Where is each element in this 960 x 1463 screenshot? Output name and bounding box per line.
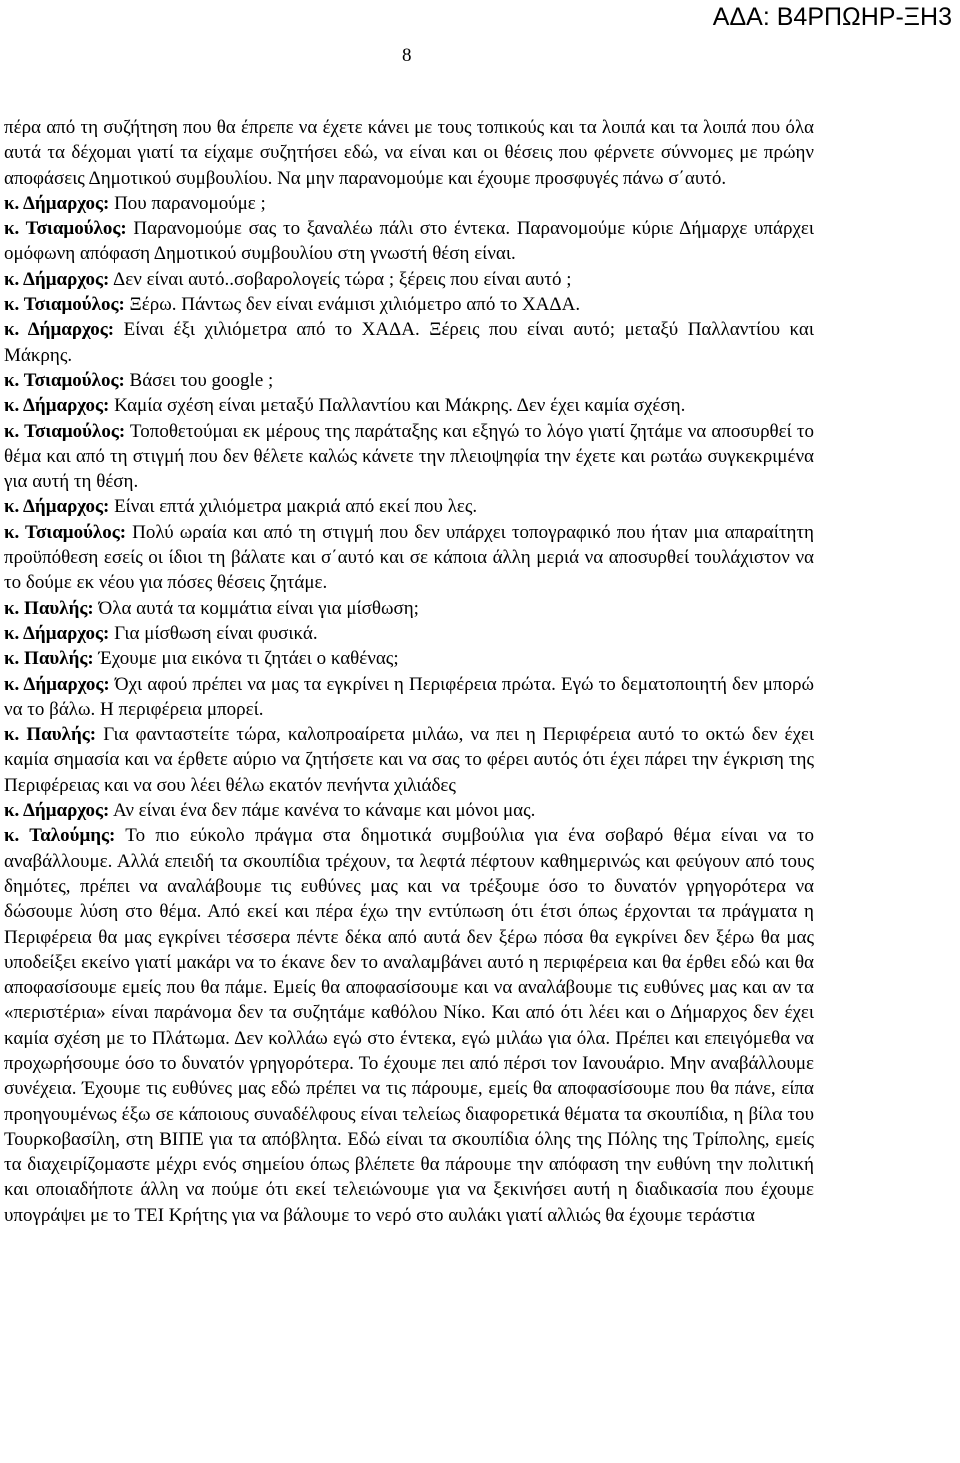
paragraph [4, 267, 814, 292]
paragraph-text: Για μίσθωση είναι φυσικά. [109, 622, 318, 644]
speaker-label: κ. Δήμαρχος: [4, 800, 110, 822]
paragraph [4, 292, 814, 317]
paragraph-text: Καμία σχέση είναι μεταξύ Παλλαντίου και Μάκρης. Δεν έχει καμία σχέση. [109, 395, 686, 417]
paragraph [4, 520, 814, 596]
paragraph-text: Τοποθετούμαι εκ μέρους της παράταξης και εξηγώ το λόγο γιατί ζητάμε να αποσυρθεί το θέμα και από τη στιγμή που δεν θέλετε καλώς κάνετε την πλειοψηφία την έχετε και ρωτάω συγκεκριμένα για αυτή τη θέση. [4, 420, 814, 493]
paragraph [4, 646, 814, 671]
paragraph-text: Είναι επτά χιλιόμετρα μακριά από εκεί που λες. [109, 496, 478, 518]
paragraph [4, 823, 814, 1228]
paragraph [4, 621, 814, 646]
paragraph-text: πέρα από τη συζήτηση που θα έπρεπε να έχετε κάνει με τους τοπικούς και τα λοιπά και τα λοιπά που όλα αυτά τα δέχομαι γιατί τα είχαμε συζητήσει εδώ, να είναι και οι θέσεις που φέρνετε σύννομες με πρώην αποφάσεις Δημοτικού συμβουλίου. Να μην παρανομούμε και έχουμε προσφυγές πάνω σ΄αυτό. [4, 117, 814, 189]
paragraph-text: Είναι έξι χιλιόμετρα από το ΧΑΔΑ. Ξέρεις που είναι αυτό; μεταξύ Παλλαντίου και Μάκρης. [4, 319, 814, 366]
paragraph-text: Δεν είναι αυτό..σοβαρολογείς τώρα ; ξέρεις που είναι αυτό ; [109, 268, 572, 290]
speaker-label: κ. Παυλής: [4, 597, 94, 619]
paragraph-text: Για φανταστείτε τώρα, καλοπροαίρετα μιλάω, να πει η Περιφέρεια αυτό το οκτώ δεν έχει καμία σημασία και να έρθετε αύριο να ζητήσετε και να σας το φέρει αυτός ότι έχει πάρει την έγκριση της Περιφέρειας και να σου λέει θέλω εκατόν πενήντα χιλιάδες [4, 724, 814, 796]
speaker-label: κ. Δήμαρχος: [4, 622, 110, 644]
speaker-label: κ. Παυλής: [4, 648, 94, 670]
paragraph [4, 494, 814, 519]
paragraph [4, 798, 814, 823]
speaker-label: κ. Δήμαρχος: [4, 192, 110, 214]
speaker-label: κ. Δήμαρχος: [4, 395, 110, 417]
paragraph-text: Αν είναι ένα δεν πάμε κανένα το κάναμε και μόνοι μας. [109, 800, 536, 822]
paragraph [4, 596, 814, 621]
paragraph [4, 216, 814, 267]
speaker-label: κ. Τσιαμούλος: [4, 521, 127, 543]
speaker-label: κ. Δήμαρχος: [4, 319, 115, 341]
paragraph-text: Όλα αυτά τα κομμάτια είναι για μίσθωση; [93, 597, 419, 619]
speaker-label: κ. Τσιαμούλος: [4, 218, 127, 240]
paragraph [4, 419, 814, 495]
paragraph [4, 393, 814, 418]
speaker-label: κ. Δήμαρχος: [4, 496, 110, 518]
paragraph-text: Βάσει του google ; [124, 369, 274, 391]
paragraph-text: Όχι αφού πρέπει να μας τα εγκρίνει η Περιφέρεια πρώτα. Εγώ το δεματοποιητή δεν μπορώ να το βάλω. Η περιφέρεια μπορεί. [4, 673, 814, 720]
speaker-label: κ. Ταλούμης: [4, 825, 116, 847]
speaker-label: κ. Τσιαμούλος: [4, 420, 126, 442]
paragraph [4, 672, 814, 723]
paragraph [4, 317, 814, 368]
ada-code: ΑΔΑ: Β4ΡΠΩΗΡ-ΞΗ3 [712, 3, 952, 31]
paragraph-text: Ξέρω. Πάντως δεν είναι ενάμισι χιλιόμετρο από το ΧΑΔΑ. [124, 294, 581, 316]
speaker-label: κ. Δήμαρχος: [4, 673, 110, 695]
speaker-label: κ. Τσιαμούλος: [4, 369, 125, 391]
speaker-label: κ. Παυλής: [4, 724, 97, 746]
paragraph-text: Το πιο εύκολο πράγμα στα δημοτικά συμβούλια για ένα σοβαρό θέμα είναι να το αναβάλλουμε. Αλλά επειδή τα σκουπίδια τρέχουν, τα λεφτά πέφτουν καθημερινώς και φεύγουν από τους δημότες, πρέπει να αναλάβουμε τις ευθύνες μας και να τρέξουμε όσο το δυνατόν γρηγορότερα να δώσουμε λύση στο θέμα. Από εκεί και πέρα έχω την εντύπωση ότι έτσι όπως έρχονται τα πράγματα η Περιφέρεια θα μας εγκρίνει τέσσερα πέντε δέκα από αυτά δεν ξέρω πόσα θα εγκρίνει δεν ξέρω θα μας υποδείξει εκείνο γιατί μακάρι να το έκανε δεν το αναλαμβάνει αυτό η περιφέρεια και θα έρθει εδώ και θα αποφασίσουμε εμείς που θα πάμε. Εμείς θα αποφασίσουμε και να αναλάβουμε τις ευθύνες μας και αν τα «περιστέρια» είναι παράνομα δεν τα συζητάμε καθόλου Νίκο. Και από ότι λέει και ο Δήμαρχος δεν έχει καμία σχέση με το Πλάτωμα. Δεν κολλάω εγώ στο έντεκα, εγώ μιλάω για όλα. Πρέπει και επειγόμεθα να προχωρήσουμε όσο το δυνατόν γρηγορότερα. Το έχουμε πει από πέρσι τον Ιανουάριο. Μην αναβάλλουμε συνέχεια. Έχουμε τις ευθύνες μας εδώ πρέπει να τις πάρουμε, εμείς θα αποφασίσουμε που θα πάνε, είπα προηγουμένως έξω σε κάποιους συναδέλφους είναι τελείως διαφορετικά θέματα τα σκουπίδια, η βίλα του Τουρκοβασίλη, στη ΒΙΠΕ για τα απόβλητα. Εδώ είναι τα σκουπίδια όλης της Πόλης της Τρίπολης, εμείς τα διαχειρίζομαστε μέχρι ενός σημείου όπως βλέπετε θα πάρουμε την απόφαση την ευθύνη την πολιτική και οποιαδήποτε άλλη να πούμε ότι εκεί τελειώνουμε για να ξεκινήσει αυτή η διαδικασία που έχουμε υπογράψει με το ΤΕΙ Κρήτης για να βάλουμε το νερό στο αυλάκι γιατί αλλιώς θα έχουμε τεράστια [4, 825, 814, 1226]
paragraph [4, 368, 814, 393]
paragraph [4, 191, 814, 216]
page-number: 8 [402, 45, 412, 66]
paragraph-text: Παρανομούμε σας το ξαναλέω πάλι στο έντεκα. Παρανομούμε κύριε Δήμαρχε υπάρχει ομόφωνη απόφαση Δημοτικού συμβουλίου στη γνωστή θέση είναι. [4, 218, 814, 265]
paragraph-text: Πολύ ωραία και από τη στιγμή που δεν υπάρχει τοπογραφικό που ήταν μια απαραίτητη προϋπόθεση εσείς οι ίδιοι τη βάλατε και σ΄αυτό και σε κάποια άλλη μεριά να αποσυρθεί τουλάχιστον να το δούμε εκ νέου για πόσες θέσεις ζητάμε. [4, 521, 814, 594]
paragraph-text: Που παρανομούμε ; [109, 192, 266, 214]
paragraph [4, 115, 814, 191]
speaker-label: κ. Τσιαμούλος: [4, 294, 125, 316]
paragraph-text: Έχουμε μια εικόνα τι ζητάει ο καθένας; [93, 648, 399, 670]
speaker-label: κ. Δήμαρχος: [4, 268, 110, 290]
paragraph [4, 722, 814, 798]
document-body [4, 115, 814, 1228]
